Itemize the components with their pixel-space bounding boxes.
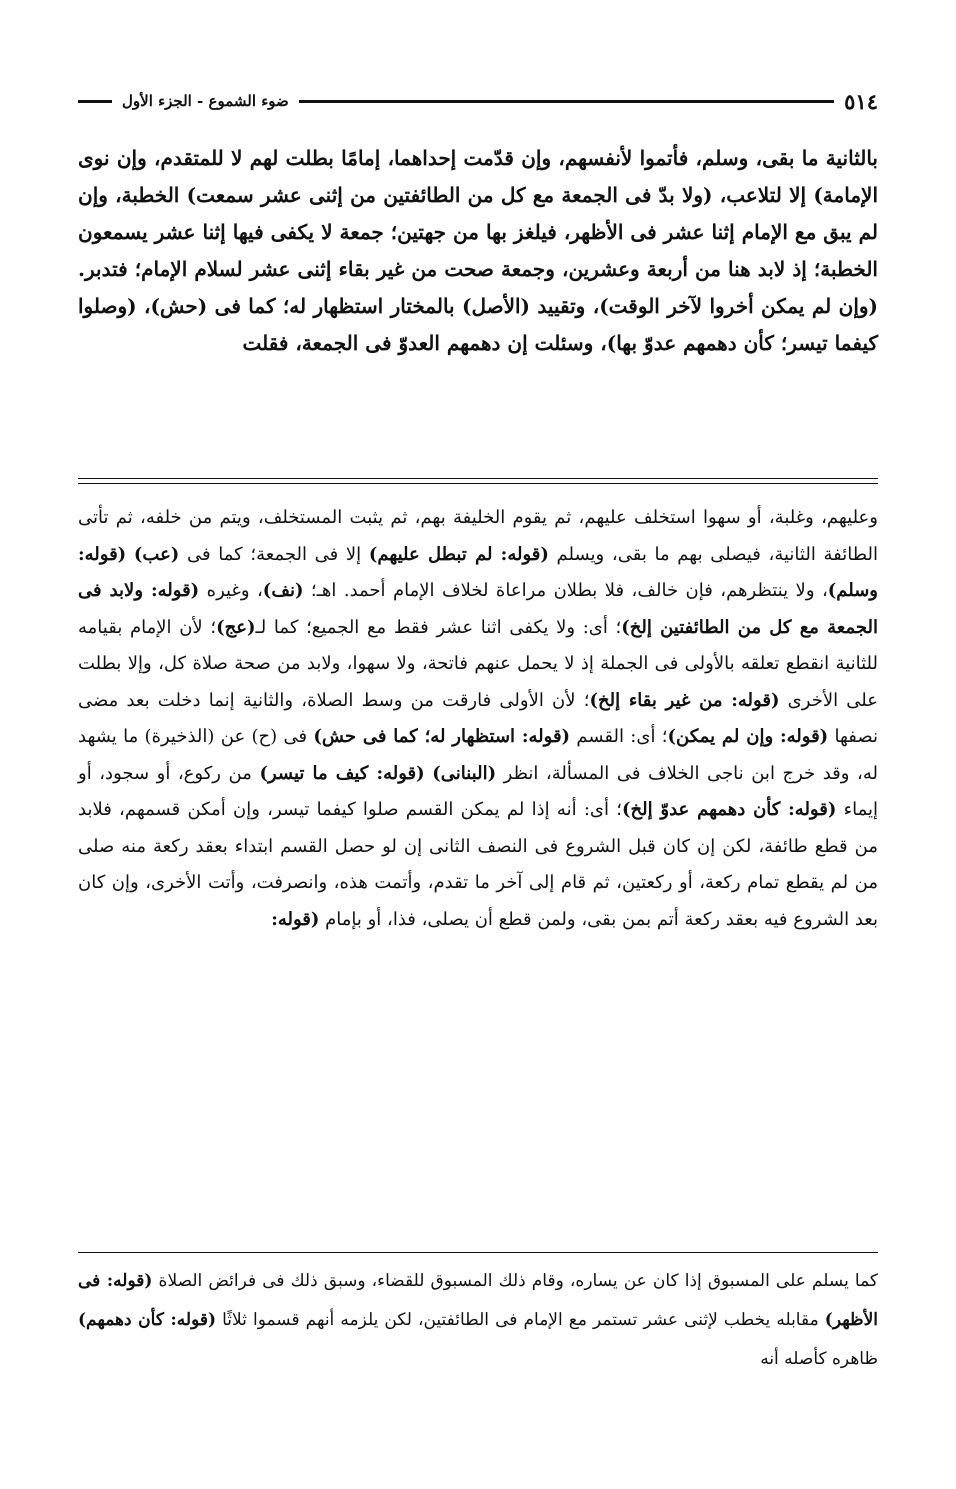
footnote-paragraph: كما يسلم على المسبوق إذا كان عن يساره، وقام ذلك المسبوق للقضاء، وسبق ذلك فى فرائض الصلاة (قوله: فى الأظهر) مقابله يخطب لإثنى عشر تستمر مع الإمام فى الطائفتين، لكن يلزمه أنهم قسموا ثلاثًا (قوله: كأن دهمهم) ظاهره كأصله أنه [78,1271,878,1369]
footnote [78,1262,878,1379]
header-rule [299,100,834,103]
double-separator-top [78,478,878,479]
footnote-separator [78,1252,878,1253]
page-header [78,86,878,116]
main-text [78,140,878,362]
header-rule-end [78,100,112,103]
main-paragraph: بالثانية ما بقى، وسلم، فأتموا لأنفسهم، وإن قدّمت إحداهما، إمامًا بطلت لهم لا للمتقدم، وإن نوى الإمامة) إلا لتلاعب، (ولا بدّ فى الجمعة مع كل من الطائفتين من إثنى عشر سمعت) الخطبة، وإن لم يبق مع الإمام إثنا عشر فى الأظهر، فيلغز بها من جهتين؛ جمعة لا يكفى فيها إثنا عشر يسمعون الخطبة؛ إذ لابد هنا من أربعة وعشرين، وجمعة صحت من غير بقاء إثنى عشر لسلام الإمام؛ فتدبر. (وإن لم يمكن أخروا لآخر الوقت)، وتقييد (الأصل) بالمختار استظهار له؛ كما فى (حش)، (وصلوا كيفما تيسر؛ كأن دهمهم عدوّ بها)، وسئلت إن دهمهم العدوّ فى الجمعة، فقلت [78,146,879,355]
commentary [78,500,878,938]
commentary-paragraph: وعليهم، وغلبة، أو سهوا استخلف عليهم، ثم يقوم الخليفة بهم، ثم يثبت المستخلف، ويتم من خلفه، ثم تأتى الطائفة الثانية، فيصلى بهم ما بقى، ويسلم (قوله: لم تبطل عليهم) إلا فى الجمعة؛ كما فى (عب) (قوله: وسلم)، ولا ينتظرهم، فإن خالف، فلا بطلان مراعاة لخلاف الإمام أحمد. اهـ؛ (نف)، وغيره (قوله: ولابد فى الجمعة مع كل من الطائفتين إلخ)؛ أى: ولا يكفى اثنا عشر فقط مع الجميع؛ كما لـ(عج)؛ لأن الإمام بقيامه للثانية انقطع تعلقه بالأولى فى الجملة إذ لا يحمل عنهم فاتحة، ولا سهوا، ولابد من صحة صلاة كل، وإلا بطلت على الأخرى (قوله: من غير بقاء إلخ)؛ لأن الأولى فارقت من وسط الصلاة، والثانية إنما دخلت بعد مضى نصفها (قوله: وإن لم يمكن)؛ أى: القسم (قوله: استظهار له؛ كما فى حش) فى (ح) عن (الذخيرة) ما يشهد له، وقد خرج ابن ناجى الخلاف فى المسألة، انظر (البنانى) (قوله: كيف ما تيسر) من ركوع، أو سجود، أو إيماء (قوله: كأن دهمهم عدوّ إلخ)؛ أى: أنه إذا لم يمكن القسم صلوا كيفما تيسر، وإن أمكن قسمهم، فلابد من قطع طائفة، لكن إن كان قبل الشروع فى النصف الثانى إن لو حصل القسم ابتداء بعقد ركعة منه صلى من لم يقطع تمام ركعة، أو ركعتين، ثم قام إلى آخر ما تقدم، وأتمت هذه، وانصرفت، وأتت الأخرى، وإن كان بعد الشروع فيه بعقد ركعة أتم بمن بقى، ولمن قطع أن يصلى، فذا، أو بإمام (قوله: [78,507,879,930]
page-number: ٥١٤ [844,88,878,114]
double-separator-bottom [78,483,878,484]
book-title: ضوء الشموع - الجزء الأول [122,92,289,110]
